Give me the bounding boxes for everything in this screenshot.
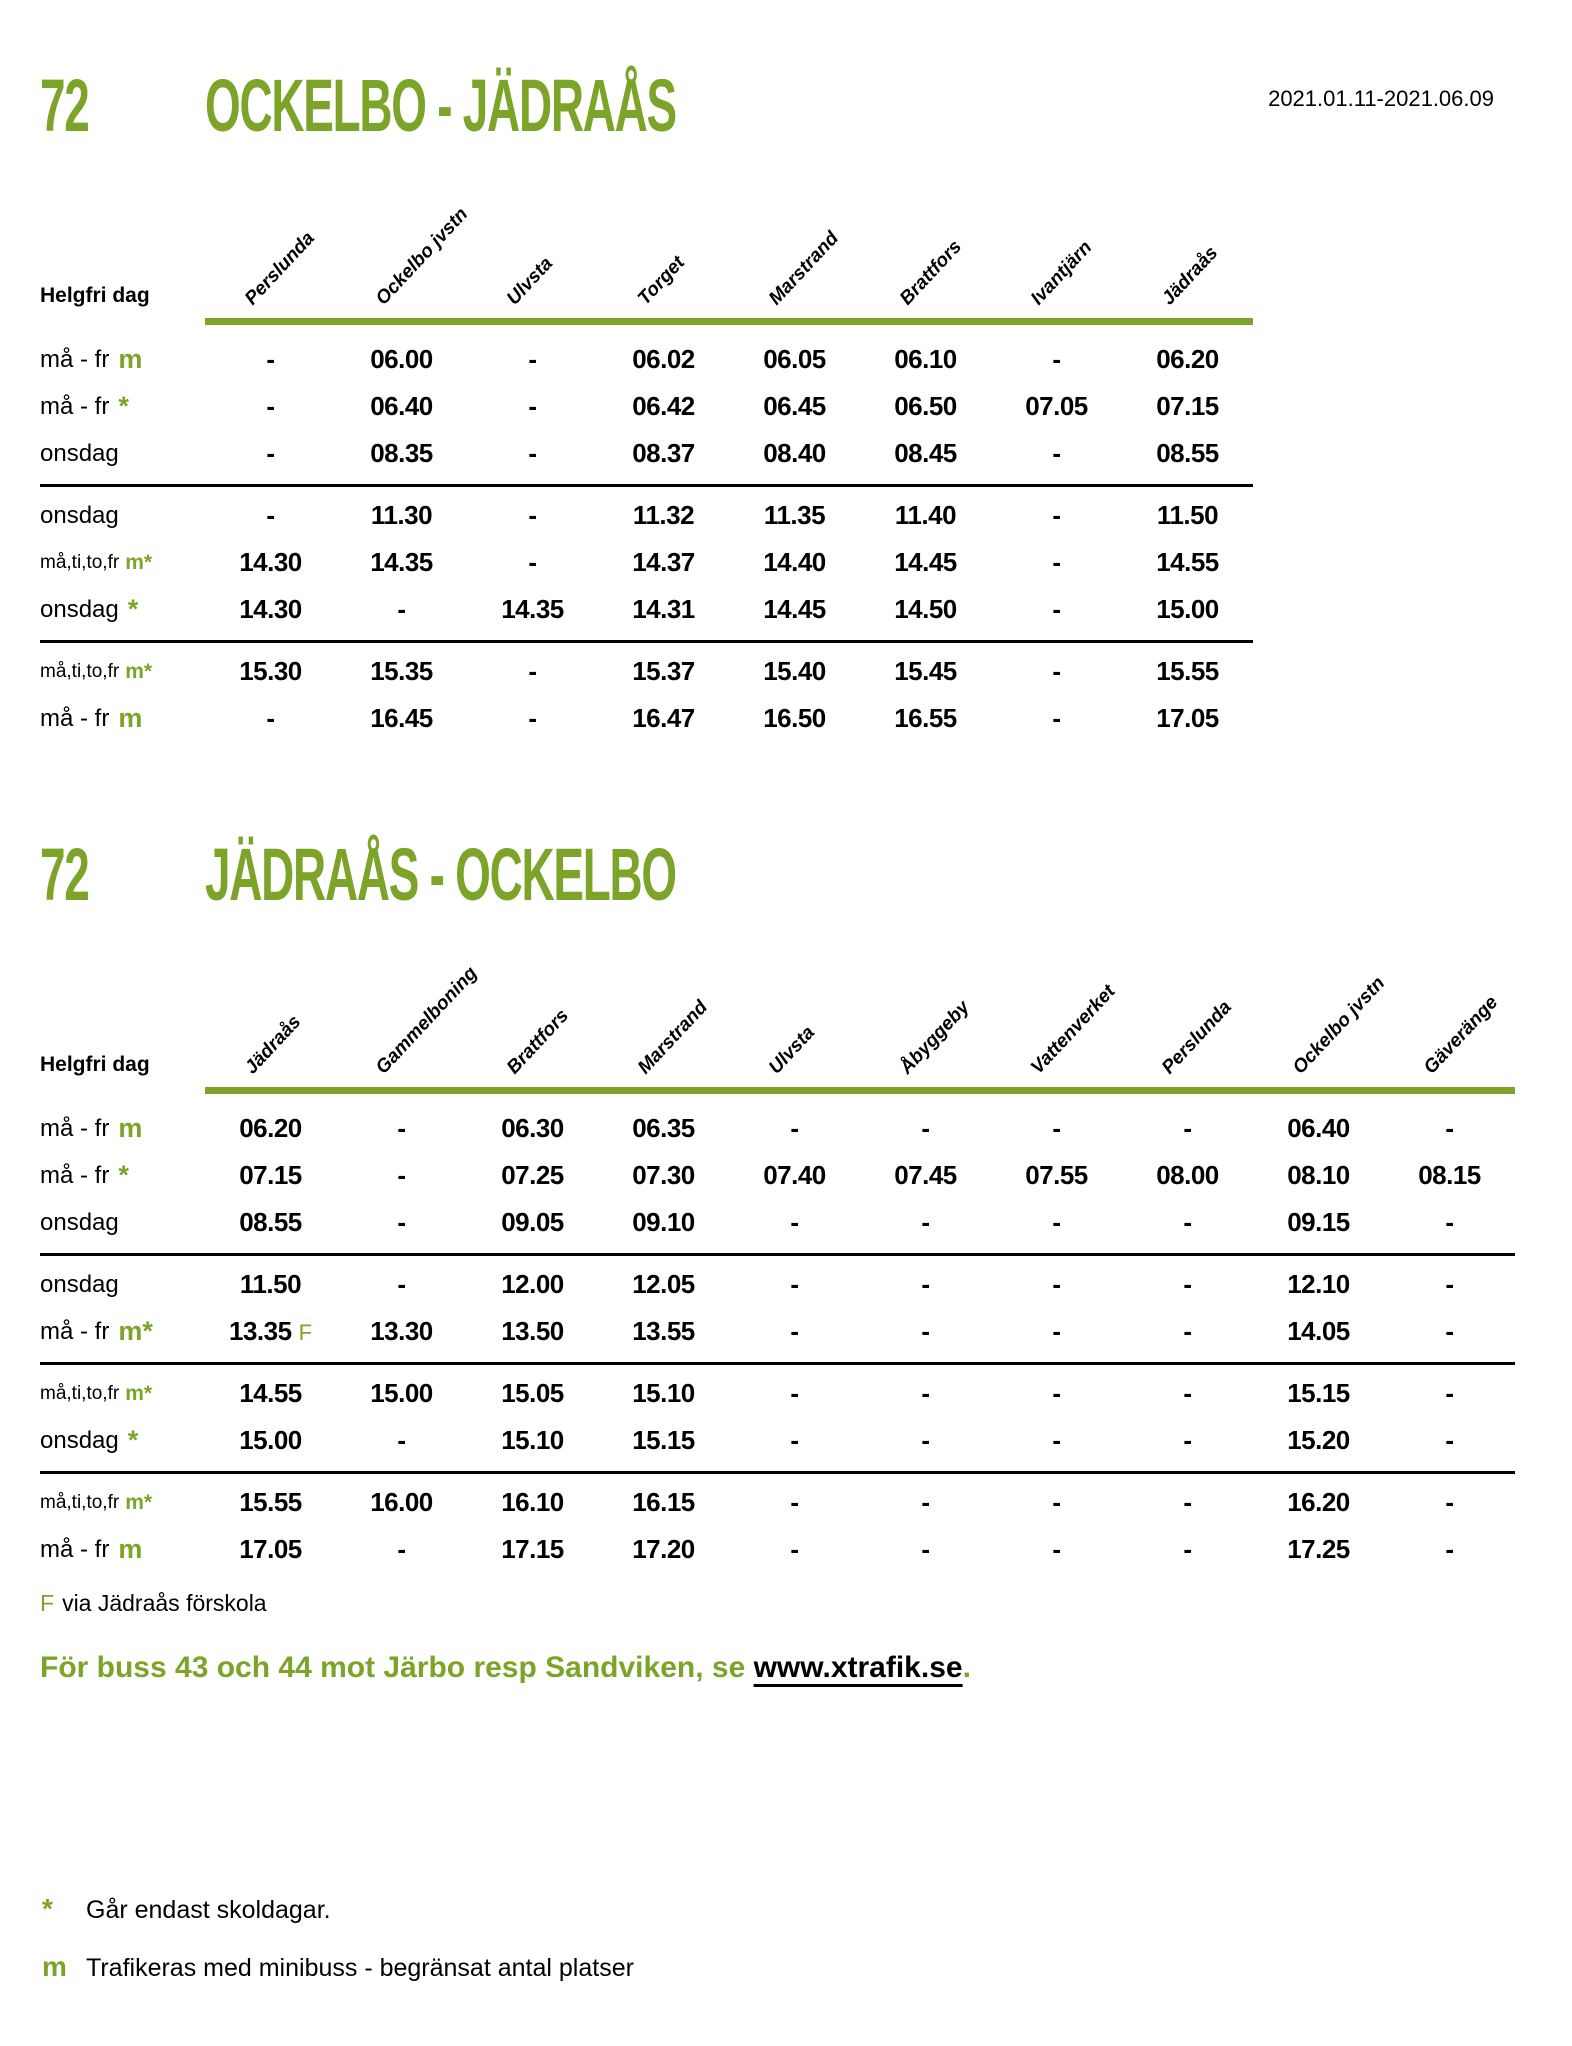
time-cell: - (790, 1378, 799, 1408)
station-header-ulvsta (467, 160, 598, 318)
day-label (40, 705, 205, 733)
service-tag: * (127, 1425, 139, 1455)
day-label (40, 552, 205, 574)
time-cell: 06.35 (632, 1113, 695, 1143)
footnote-f-tag: F (40, 1590, 55, 1616)
time-cell: - (790, 1207, 799, 1237)
time-cell: - (1052, 1487, 1061, 1517)
station-name: Åbyggeby (895, 996, 974, 1079)
time-cell: - (397, 1269, 406, 1299)
header-underline (205, 1087, 1515, 1094)
time-cell: 08.15 (1418, 1160, 1481, 1190)
time-cell: 15.00 (370, 1378, 433, 1408)
time-cell: - (1052, 1113, 1061, 1143)
day-type-label: Helgfri dag (40, 284, 150, 307)
legend-text-skoldagar: Går endast skoldagar. (86, 1896, 331, 1924)
service-tag: m (118, 1113, 143, 1143)
timetable-section (40, 484, 1253, 640)
time-cell: 06.20 (239, 1113, 302, 1143)
time-cell: - (1445, 1487, 1454, 1517)
day-label (40, 596, 205, 624)
time-cell: - (528, 344, 537, 374)
time-cell: 15.30 (239, 656, 302, 686)
time-cell: 11.32 (632, 500, 695, 530)
time-cell: - (1445, 1425, 1454, 1455)
timetable-section (40, 331, 1253, 484)
day-label (40, 1492, 205, 1514)
station-header-perslunda (1122, 929, 1253, 1087)
time-cell: - (1052, 500, 1061, 530)
timetable-row (40, 1479, 1515, 1526)
time-cell: 14.50 (894, 594, 957, 624)
time-cell: - (1183, 1269, 1192, 1299)
time-cell: - (266, 391, 275, 421)
day-label-text: må - fr (40, 345, 110, 373)
legend-tag-asterisk: * (42, 1893, 53, 1924)
service-tag: * (118, 1160, 129, 1190)
timetable-header (40, 160, 1253, 318)
timetable-row (40, 336, 1253, 383)
station-header-marstrand (598, 929, 729, 1087)
info-line-text: För buss 43 och 44 mot Järbo resp Sandviken, se (40, 1651, 754, 1684)
time-cell: - (921, 1425, 930, 1455)
station-header-ockelbo-jvstn (1253, 929, 1389, 1087)
station-header-jadraas (205, 929, 336, 1087)
time-cell: 16.15 (632, 1487, 695, 1517)
time-cell: 12.00 (501, 1269, 564, 1299)
time-cell: - (1445, 1378, 1454, 1408)
day-label-text: må - fr (40, 1535, 110, 1563)
day-label-text: må,ti,to,fr (40, 1382, 120, 1404)
day-label (40, 1209, 205, 1237)
time-cell: - (397, 1207, 406, 1237)
station-name: Jädraås (1157, 242, 1222, 310)
station-name: Brattfors (895, 236, 966, 310)
timetable-section (40, 1100, 1515, 1253)
time-cell: 14.45 (763, 594, 826, 624)
time-cell: - (1052, 1378, 1061, 1408)
station-header-gaverange (1384, 929, 1515, 1087)
time-cell: 13.30 (370, 1316, 433, 1346)
time-cell: 11.50 (1156, 500, 1219, 530)
time-cell: - (1052, 1207, 1061, 1237)
day-label (40, 1318, 205, 1346)
day-label-text: må,ti,to,fr (40, 660, 120, 682)
service-tag: m* (125, 1491, 153, 1514)
time-cell: - (397, 1425, 406, 1455)
info-line (40, 1651, 1572, 1685)
station-header-ockelbo-jvstn (336, 160, 472, 318)
time-cell: - (1052, 438, 1061, 468)
time-cell: - (397, 594, 406, 624)
time-cell: 06.50 (894, 391, 957, 421)
time-cell: - (528, 438, 537, 468)
timetable-row (40, 1261, 1515, 1308)
time-cell: 06.42 (632, 391, 695, 421)
time-cell: - (1052, 1425, 1061, 1455)
day-label-text: må - fr (40, 1317, 110, 1345)
station-header-ulvsta (729, 929, 860, 1087)
station-header-brattfors (467, 929, 598, 1087)
time-cell: 17.20 (632, 1534, 695, 1564)
station-name: Brattfors (502, 1005, 573, 1079)
time-cell: - (1183, 1378, 1192, 1408)
time-cell: 14.31 (632, 594, 695, 624)
day-label (40, 1162, 205, 1190)
timetable-jadraas-ockelbo (40, 929, 1515, 1580)
time-cell: - (528, 703, 537, 733)
time-cell: - (1183, 1207, 1192, 1237)
time-cell: 15.55 (239, 1487, 302, 1517)
time-cell: 14.35 (501, 594, 564, 624)
day-label (40, 440, 205, 468)
time-cell: - (921, 1207, 930, 1237)
time-cell: 07.55 (1025, 1160, 1088, 1190)
time-cell: - (1052, 594, 1061, 624)
time-cell: - (790, 1316, 799, 1346)
time-cell: 17.25 (1287, 1534, 1350, 1564)
route-title: OCKELBO - JÄDRAÅS (205, 64, 676, 147)
service-tag: m (118, 703, 143, 733)
time-cell: - (921, 1316, 930, 1346)
time-cell: 09.05 (501, 1207, 564, 1237)
time-cell: - (1183, 1487, 1192, 1517)
timetable-row (40, 648, 1253, 695)
time-cell: - (790, 1425, 799, 1455)
time-cell: 16.50 (763, 703, 826, 733)
time-cell: 15.37 (632, 656, 695, 686)
time-cell: 16.45 (370, 703, 433, 733)
time-cell: - (397, 1160, 406, 1190)
legend (42, 1893, 634, 2009)
time-cell: 07.15 (1156, 391, 1219, 421)
time-cell: 07.15 (239, 1160, 302, 1190)
timetable-row (40, 383, 1253, 430)
time-cell: 15.35 (370, 656, 433, 686)
route-number-box (40, 833, 205, 916)
time-cell: 14.05 (1287, 1316, 1350, 1346)
timetable-header (40, 929, 1515, 1087)
time-cell: 14.35 (370, 547, 433, 577)
time-cell: 09.10 (632, 1207, 695, 1237)
day-label (40, 1383, 205, 1405)
station-header-brattfors (860, 160, 991, 318)
time-cell: - (790, 1534, 799, 1564)
day-label-text: må,ti,to,fr (40, 1491, 120, 1513)
timetable-row (40, 1152, 1515, 1199)
time-cell: - (266, 344, 275, 374)
time-cell: 06.30 (501, 1113, 564, 1143)
timetable-body (40, 331, 1253, 749)
time-cell: - (1445, 1534, 1454, 1564)
station-name: Ivantjärn (1026, 237, 1096, 310)
timetable-row (40, 586, 1253, 633)
day-label (40, 393, 205, 421)
day-label-text: onsdag (40, 1426, 119, 1454)
time-cell (205, 1316, 336, 1347)
time-cell: 08.35 (370, 438, 433, 468)
day-label-text: onsdag (40, 595, 119, 623)
service-tag: * (127, 594, 139, 624)
time-value: 13.35 (228, 1316, 292, 1346)
time-cell: - (1183, 1316, 1192, 1346)
day-label-text: må - fr (40, 704, 110, 732)
station-name: Perslunda (240, 227, 319, 310)
time-cell: 09.15 (1287, 1207, 1350, 1237)
time-cell: - (921, 1269, 930, 1299)
timetable-row (40, 1370, 1515, 1417)
route-header-jadraas-ockelbo (40, 833, 1572, 916)
time-cell: - (528, 656, 537, 686)
time-cell: 14.45 (894, 547, 957, 577)
service-tag: * (118, 391, 129, 421)
time-cell: 17.15 (501, 1534, 564, 1564)
time-cell: - (1052, 1316, 1061, 1346)
time-cell: 16.47 (632, 703, 695, 733)
time-cell: 07.40 (763, 1160, 826, 1190)
day-label (40, 346, 205, 374)
time-cell: - (266, 438, 275, 468)
time-cell: - (1445, 1316, 1454, 1346)
station-header-torget (598, 160, 729, 318)
time-cell: 06.02 (632, 344, 695, 374)
day-label (40, 1427, 205, 1455)
time-cell: 11.40 (894, 500, 957, 530)
timetable-row (40, 539, 1253, 586)
time-cell: - (1183, 1425, 1192, 1455)
timetable-row (40, 1417, 1515, 1464)
timetable-section (40, 640, 1253, 749)
time-cell: - (1052, 344, 1061, 374)
time-cell: - (1445, 1269, 1454, 1299)
time-cell: 07.05 (1025, 391, 1088, 421)
day-label-text: må - fr (40, 1114, 110, 1142)
station-header-perslunda (205, 160, 336, 318)
service-tag: m (118, 1534, 143, 1564)
time-cell: 14.55 (239, 1378, 302, 1408)
footnote-f (40, 1590, 1572, 1617)
time-cell: 15.10 (632, 1378, 695, 1408)
time-cell: - (921, 1378, 930, 1408)
time-cell: - (1183, 1534, 1192, 1564)
time-cell: - (1052, 656, 1061, 686)
time-cell: 17.05 (239, 1534, 302, 1564)
station-header-marstrand (729, 160, 860, 318)
station-name: Ulvsta (502, 253, 557, 310)
station-name: Jädraås (240, 1011, 305, 1079)
route-number: 72 (40, 833, 89, 916)
time-cell: 15.55 (1156, 656, 1219, 686)
time-cell: - (528, 547, 537, 577)
time-cell: 12.10 (1287, 1269, 1350, 1299)
time-cell: 16.20 (1287, 1487, 1350, 1517)
header-underline (205, 318, 1253, 325)
time-cell: 11.35 (763, 500, 826, 530)
time-note: F (298, 1320, 313, 1345)
legend-text-minibuss: Trafikeras med minibuss - begränsat antal platser (86, 1954, 634, 1982)
time-cell: - (1052, 703, 1061, 733)
time-cell: 15.45 (894, 656, 957, 686)
timetable-body (40, 1100, 1515, 1580)
legend-tag-m: m (42, 1951, 67, 1982)
time-cell: 06.40 (1287, 1113, 1350, 1143)
time-cell: 08.40 (763, 438, 826, 468)
station-header-ivantjarn (991, 160, 1122, 318)
time-cell: 16.55 (894, 703, 957, 733)
service-tag: m* (125, 660, 153, 683)
station-name: Torget (633, 252, 689, 310)
time-cell: - (528, 391, 537, 421)
time-cell: - (921, 1487, 930, 1517)
time-cell: 14.37 (632, 547, 695, 577)
service-tag: m* (125, 1382, 153, 1405)
day-type-label: Helgfri dag (40, 1053, 150, 1076)
time-cell: 07.30 (632, 1160, 695, 1190)
time-cell: - (397, 1113, 406, 1143)
time-cell: 07.45 (894, 1160, 957, 1190)
timetable-row (40, 1199, 1515, 1246)
time-cell: 06.40 (370, 391, 433, 421)
station-name: Ockelbo jvstn (1288, 972, 1389, 1079)
time-cell: 06.00 (370, 344, 433, 374)
route-title: JÄDRAÅS - OCKELBO (205, 833, 676, 916)
time-cell: - (1445, 1113, 1454, 1143)
station-name: Marstrand (764, 227, 843, 310)
time-cell: 13.50 (501, 1316, 564, 1346)
route-number-box (40, 64, 205, 147)
time-cell: 12.05 (632, 1269, 695, 1299)
time-cell: - (528, 500, 537, 530)
time-cell: 15.05 (501, 1378, 564, 1408)
time-cell: 14.55 (1156, 547, 1219, 577)
time-cell: - (1445, 1207, 1454, 1237)
day-label (40, 502, 205, 530)
time-cell: - (1052, 1534, 1061, 1564)
timetable-row (40, 1308, 1515, 1355)
time-cell: - (921, 1113, 930, 1143)
day-label-text: onsdag (40, 1270, 119, 1298)
time-cell: - (790, 1269, 799, 1299)
time-cell: 17.05 (1156, 703, 1219, 733)
timetable-row (40, 1105, 1515, 1152)
time-cell: 08.10 (1287, 1160, 1350, 1190)
route-header-ockelbo-jadraas (40, 64, 1572, 147)
time-cell: 11.30 (370, 500, 433, 530)
time-cell: 06.10 (894, 344, 957, 374)
day-label-text: må - fr (40, 392, 110, 420)
timetable-row (40, 695, 1253, 742)
time-cell: - (266, 500, 275, 530)
time-cell: 15.10 (501, 1425, 564, 1455)
station-name: Gammelboning (371, 962, 482, 1079)
legend-item-minibuss (42, 1951, 634, 1983)
footnote-f-text: via Jädraås förskola (62, 1590, 267, 1616)
time-cell: 08.00 (1156, 1160, 1219, 1190)
time-cell: 07.25 (501, 1160, 564, 1190)
day-label-text: må,ti,to,fr (40, 551, 120, 573)
station-name: Gäveränge (1419, 992, 1502, 1079)
time-cell: 08.45 (894, 438, 957, 468)
legend-item-skoldagar (42, 1893, 634, 1925)
day-label-text: onsdag (40, 501, 119, 529)
station-name: Vattenverket (1026, 981, 1120, 1079)
station-header-gammelboning (336, 929, 482, 1087)
time-cell: - (1052, 1269, 1061, 1299)
time-cell: 14.30 (239, 547, 302, 577)
time-cell: 15.20 (1287, 1425, 1350, 1455)
time-cell: 11.50 (239, 1269, 302, 1299)
time-cell: - (397, 1534, 406, 1564)
time-cell: 14.30 (239, 594, 302, 624)
time-cell: 06.20 (1156, 344, 1219, 374)
timetable-section (40, 1471, 1515, 1580)
timetable-section (40, 1362, 1515, 1471)
day-label (40, 1536, 205, 1564)
service-tag: m* (125, 551, 153, 574)
station-name: Ulvsta (764, 1022, 819, 1079)
station-name: Perslunda (1157, 996, 1236, 1079)
station-name: Marstrand (633, 996, 712, 1079)
station-header-vattenverket (991, 929, 1122, 1087)
service-tag: m (118, 344, 143, 374)
day-label (40, 1115, 205, 1143)
time-cell: 16.10 (501, 1487, 564, 1517)
time-cell: 08.37 (632, 438, 695, 468)
validity-dates: 2021.01.11-2021.06.09 (1268, 86, 1494, 111)
time-cell: 06.45 (763, 391, 826, 421)
timetable-row (40, 1526, 1515, 1573)
station-name: Ockelbo jvstn (371, 203, 472, 310)
day-label (40, 1271, 205, 1299)
timetable-row (40, 430, 1253, 477)
station-header-abyggeby (860, 929, 991, 1087)
day-label-text: onsdag (40, 439, 119, 467)
day-label-text: må - fr (40, 1161, 110, 1189)
time-cell: 15.00 (1156, 594, 1219, 624)
route-number: 72 (40, 64, 89, 147)
timetable-ockelbo-jadraas (40, 160, 1253, 749)
time-cell: - (921, 1534, 930, 1564)
timetable-section (40, 1253, 1515, 1362)
time-cell: 15.15 (632, 1425, 695, 1455)
station-header-jadraas (1122, 160, 1253, 318)
xtrafik-link[interactable]: www.xtrafik.se (753, 1651, 963, 1684)
time-cell: 13.55 (632, 1316, 695, 1346)
time-cell: 08.55 (1156, 438, 1219, 468)
time-cell: 06.05 (763, 344, 826, 374)
service-tag: m* (118, 1316, 153, 1346)
time-cell: - (790, 1487, 799, 1517)
time-cell: - (1052, 547, 1061, 577)
time-cell: 14.40 (763, 547, 826, 577)
time-cell: 15.00 (239, 1425, 302, 1455)
time-cell: 16.00 (370, 1487, 433, 1517)
time-cell: 08.55 (239, 1207, 302, 1237)
day-label-text: onsdag (40, 1208, 119, 1236)
time-cell: - (790, 1113, 799, 1143)
timetable-row (40, 492, 1253, 539)
time-cell: - (266, 703, 275, 733)
info-line-period: . (962, 1651, 971, 1684)
day-label (40, 661, 205, 683)
time-cell: 15.40 (763, 656, 826, 686)
time-cell: 15.15 (1287, 1378, 1350, 1408)
time-cell: - (1183, 1113, 1192, 1143)
